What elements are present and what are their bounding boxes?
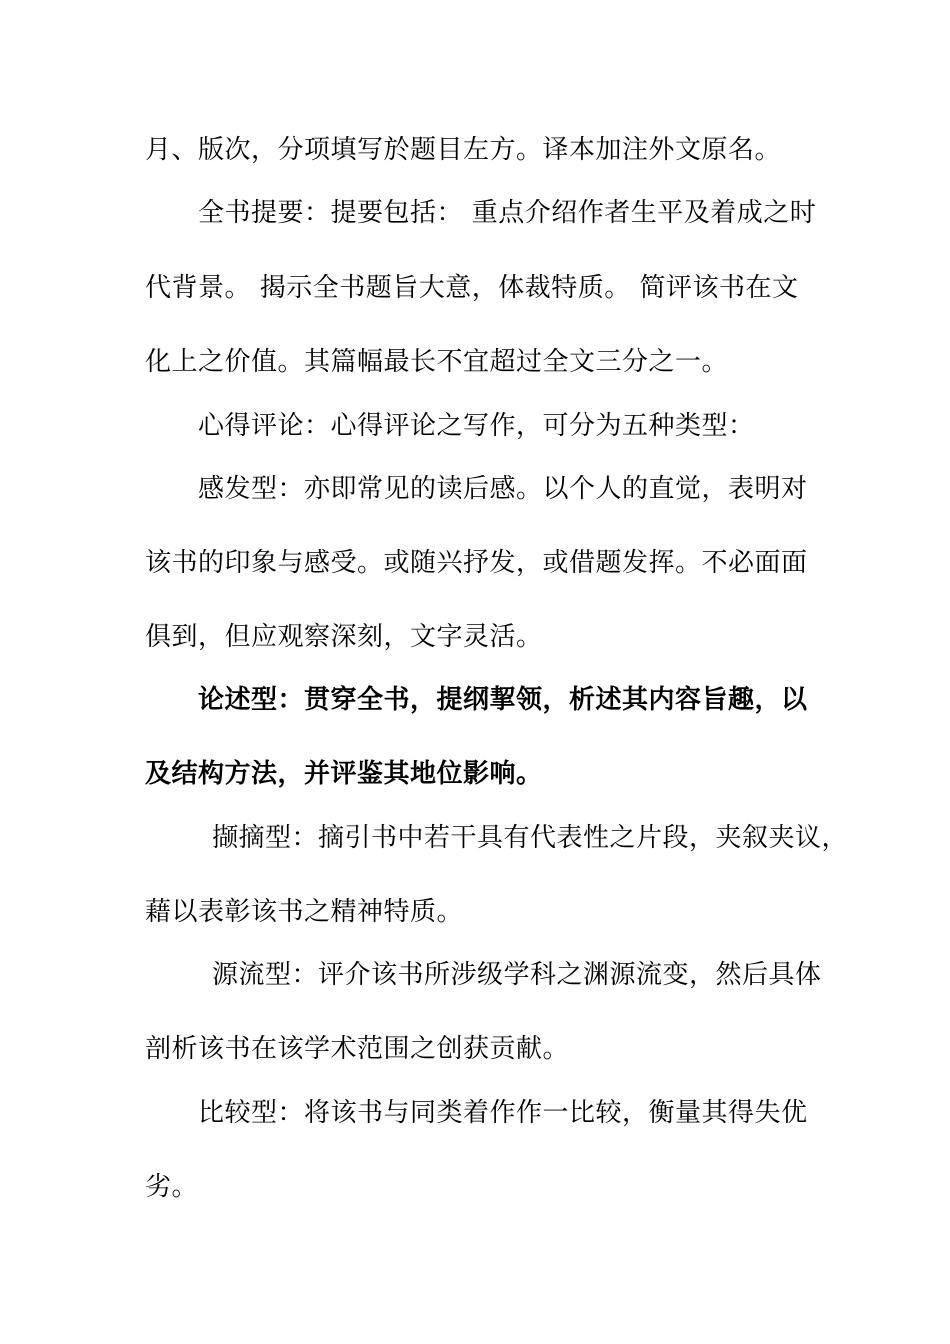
text-line-7: 该书的印象与感受。或随兴抒发，或借题发挥。不必面面 [145,548,808,578]
text-line-1: 月、版次，分项填写於题目左方。译本加注外文原名。 [145,135,782,165]
text-line-2: 全书提要：提要包括： 重点介绍作者生平及着成之时 [198,198,817,228]
text-line-9: 论述型：贯穿全书，提纲挈领，析述其内容旨趣，以 [198,685,808,715]
text-line-16: 劣。 [145,1172,199,1202]
text-line-14: 剖析该书在该学术范围之创获贡献。 [145,1034,570,1064]
text-line-15: 比较型：将该书与同类着作作一比较，衡量其得失优 [198,1098,808,1128]
text-line-13: 源流型：评介该书所涉级学科之渊源流变，然后具体 [212,960,822,990]
text-line-3: 代背景。 揭示全书题旨大意，体裁特质。 简评该书在文 [145,273,799,303]
text-line-12: 藉以表彰该书之精神特质。 [145,897,464,927]
text-line-6: 感发型：亦即常见的读后感。以个人的直觉，表明对 [198,474,808,504]
text-line-5: 心得评论：心得评论之写作，可分为五种类型： [198,411,755,441]
text-line-11: 撷摘型：摘引书中若干具有代表性之片段，夹叙夹议， [212,823,849,853]
text-line-10: 及结构方法，并评鉴其地位影响。 [145,759,543,789]
text-line-8: 俱到，但应观察深刻，文字灵活。 [145,622,543,652]
text-line-4: 化上之价值。其篇幅最长不宜超过全文三分之一。 [145,347,729,377]
